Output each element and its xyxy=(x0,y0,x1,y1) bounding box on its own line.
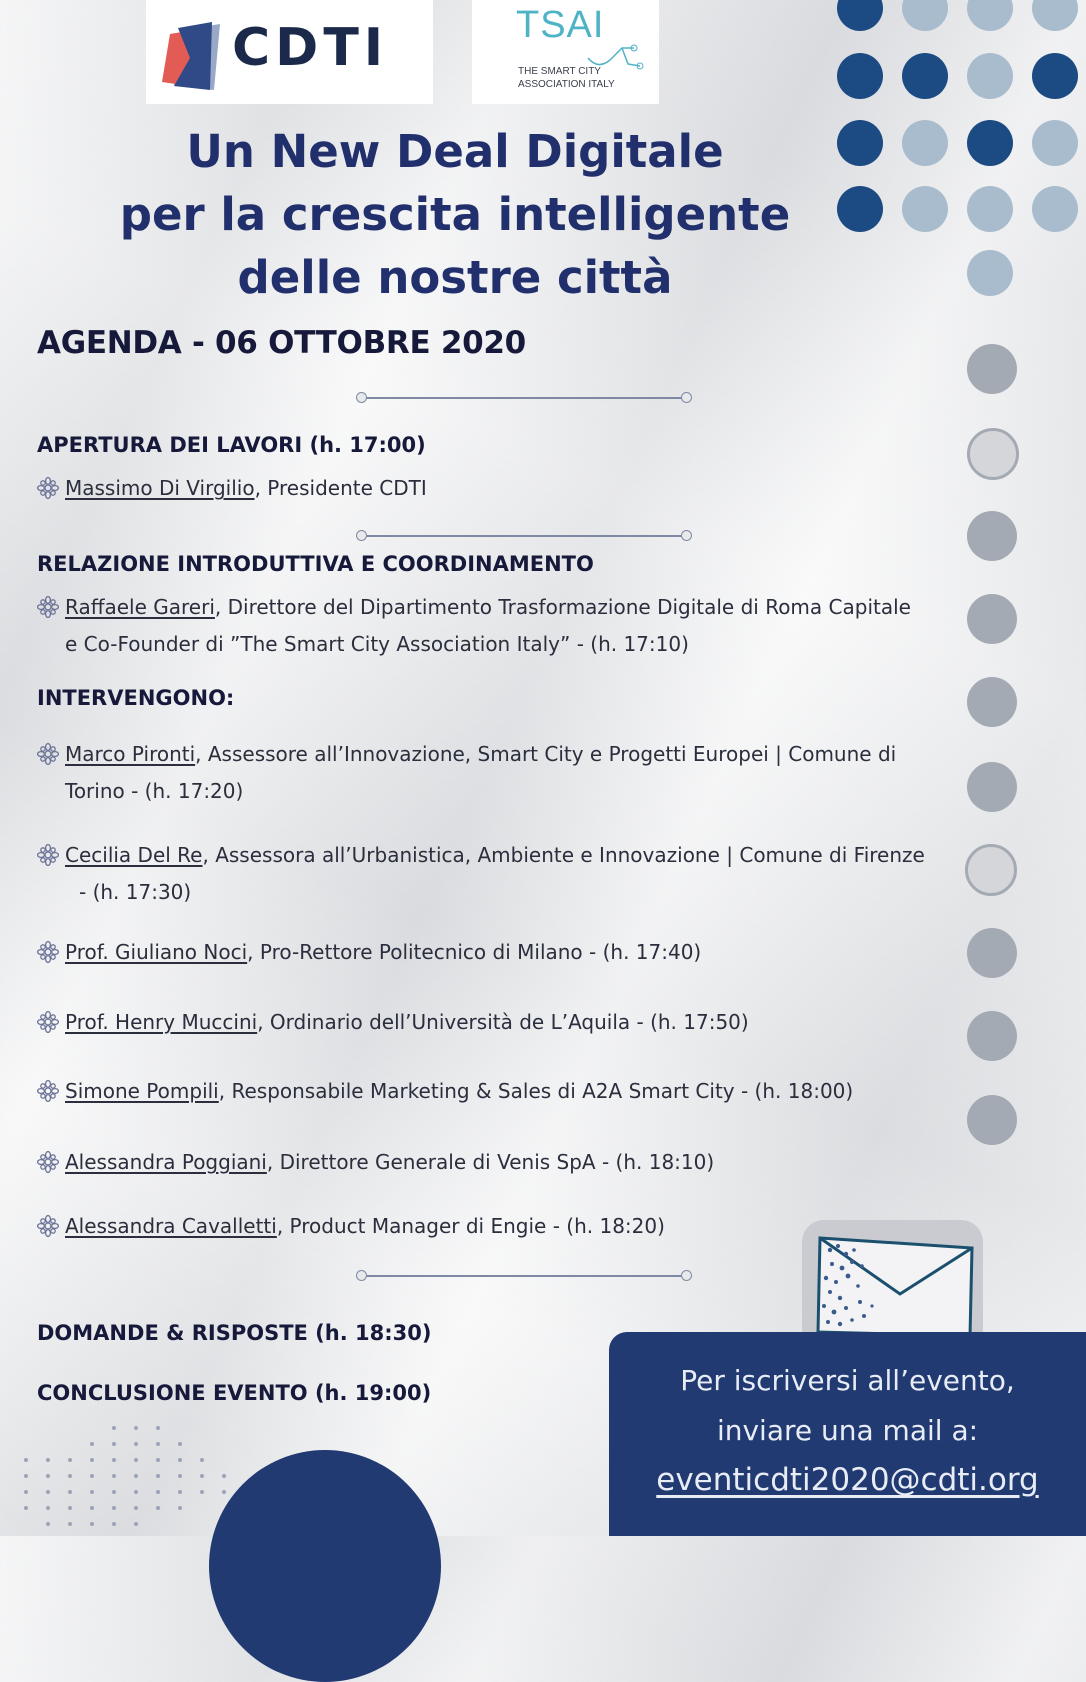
speaker-role: , Assessora all’Urbanistica, Ambiente e Innovazione | Comune di Firenze xyxy=(202,843,925,867)
speaker-name: Massimo Di Virgilio xyxy=(65,476,255,500)
decor-circle xyxy=(967,0,1013,31)
decor-circle xyxy=(837,186,883,232)
page-title xyxy=(30,120,880,309)
speaker-name: Alessandra Poggiani xyxy=(65,1150,267,1174)
decor-circle xyxy=(837,53,883,99)
flower-bullet-icon xyxy=(37,743,59,765)
title-line: delle nostre città xyxy=(237,251,673,304)
speaker-role: , Responsabile Marketing & Sales di A2A Smart City - (h. 18:00) xyxy=(218,1079,854,1103)
separator xyxy=(356,390,692,406)
cdti-logo xyxy=(146,0,433,104)
decor-circle xyxy=(967,428,1019,480)
decor-circle xyxy=(902,0,948,31)
speaker-entry xyxy=(37,1144,940,1181)
flower-bullet-icon xyxy=(37,477,59,499)
decor-circle xyxy=(967,928,1017,978)
tsai-subtitle-line1: THE SMART CITY xyxy=(518,66,601,77)
speaker-role-cont: - (h. 17:30) xyxy=(79,880,192,904)
speaker-entry xyxy=(37,1073,940,1110)
speaker-role: , Pro-Rettore Politecnico di Milano - (h. 17:40) xyxy=(247,940,702,964)
speaker-name: Simone Pompili xyxy=(65,1079,219,1103)
flower-bullet-icon xyxy=(37,844,59,866)
decor-circle xyxy=(967,677,1017,727)
section-heading: CONCLUSIONE EVENTO (h. 19:00) xyxy=(37,1381,432,1405)
cdti-logo-text: CDTI xyxy=(232,18,389,78)
registration-email-link[interactable]: eventicdti2020@cdti.org xyxy=(656,1462,1039,1498)
section-heading: INTERVENGONO: xyxy=(37,686,235,710)
flower-bullet-icon xyxy=(37,596,59,618)
section-heading: APERTURA DEI LAVORI (h. 17:00) xyxy=(37,433,426,457)
decor-circle xyxy=(837,120,883,166)
speaker-role: , Presidente CDTI xyxy=(254,476,427,500)
registration-box xyxy=(609,1332,1086,1536)
separator xyxy=(356,1268,692,1284)
speaker-entry xyxy=(37,837,940,911)
decor-circle xyxy=(1032,0,1078,31)
flower-bullet-icon xyxy=(37,1151,59,1173)
tsai-logo-mark: TSAI xyxy=(516,4,605,46)
decor-circle xyxy=(967,594,1017,644)
decor-circle xyxy=(967,186,1013,232)
speaker-role: , Ordinario dell’Università de L’Aquila - (h. 17:50) xyxy=(257,1010,749,1034)
speaker-role: , Product Manager di Engie - (h. 18:20) xyxy=(276,1214,665,1238)
tsai-subtitle-line2: ASSOCIATION ITALY xyxy=(518,79,615,90)
decor-circle xyxy=(967,511,1017,561)
section-heading: RELAZIONE INTRODUTTIVA E COORDINAMENTO xyxy=(37,552,594,576)
flower-bullet-icon xyxy=(37,941,59,963)
decor-circle xyxy=(965,844,1017,896)
speaker-role: , Direttore Generale di Venis SpA - (h. 18:10) xyxy=(266,1150,715,1174)
decor-circle xyxy=(967,1011,1017,1061)
separator xyxy=(356,528,692,544)
decor-circle xyxy=(1032,53,1078,99)
decor-circle xyxy=(967,120,1013,166)
registration-line: inviare una mail a: xyxy=(716,1414,979,1447)
speaker-name: Raffaele Gareri xyxy=(65,595,215,619)
speaker-entry xyxy=(37,470,940,507)
flower-bullet-icon xyxy=(37,1215,59,1237)
decor-circle xyxy=(967,53,1013,99)
speaker-name: Prof. Henry Muccini xyxy=(65,1010,258,1034)
tsai-logo xyxy=(472,0,659,104)
speaker-entry xyxy=(37,589,940,663)
decor-circle xyxy=(902,120,948,166)
decor-circle xyxy=(967,762,1017,812)
decor-circle xyxy=(902,53,948,99)
speaker-role-cont: e Co-Founder di ”The Smart City Association Italy” - (h. 17:10) xyxy=(65,632,689,656)
decor-circle xyxy=(1032,120,1078,166)
speaker-role: , Assessore all’Innovazione, Smart City e Progetti Europei | Comune di xyxy=(195,742,897,766)
agenda-heading: AGENDA - 06 OTTOBRE 2020 xyxy=(37,325,526,361)
title-line: Un New Deal Digitale xyxy=(186,125,724,178)
section-heading: DOMANDE & RISPOSTE (h. 18:30) xyxy=(37,1321,432,1345)
speaker-entry xyxy=(37,1004,940,1041)
speaker-name: Prof. Giuliano Noci xyxy=(65,940,248,964)
registration-line: Per iscriversi all’evento, xyxy=(680,1364,1015,1397)
decor-circle xyxy=(967,344,1017,394)
decor-circle xyxy=(967,250,1013,296)
speaker-entry xyxy=(37,934,940,971)
flower-bullet-icon xyxy=(37,1011,59,1033)
title-line: per la crescita intelligente xyxy=(119,188,791,241)
decor-circle xyxy=(902,186,948,232)
decor-circle xyxy=(967,1095,1017,1145)
speaker-name: Marco Pironti xyxy=(65,742,196,766)
speaker-entry xyxy=(37,736,940,810)
decor-circle xyxy=(837,0,883,31)
dot-pattern xyxy=(14,1418,244,1536)
cdti-mark-icon xyxy=(160,20,220,92)
decor-circle xyxy=(1032,186,1078,232)
speaker-role: , Direttore del Dipartimento Trasformazione Digitale di Roma Capitale xyxy=(214,595,911,619)
speaker-role-cont: Torino - (h. 17:20) xyxy=(65,779,244,803)
speaker-name: Cecilia Del Re xyxy=(65,843,203,867)
flower-bullet-icon xyxy=(37,1080,59,1102)
speaker-name: Alessandra Cavalletti xyxy=(65,1214,277,1238)
